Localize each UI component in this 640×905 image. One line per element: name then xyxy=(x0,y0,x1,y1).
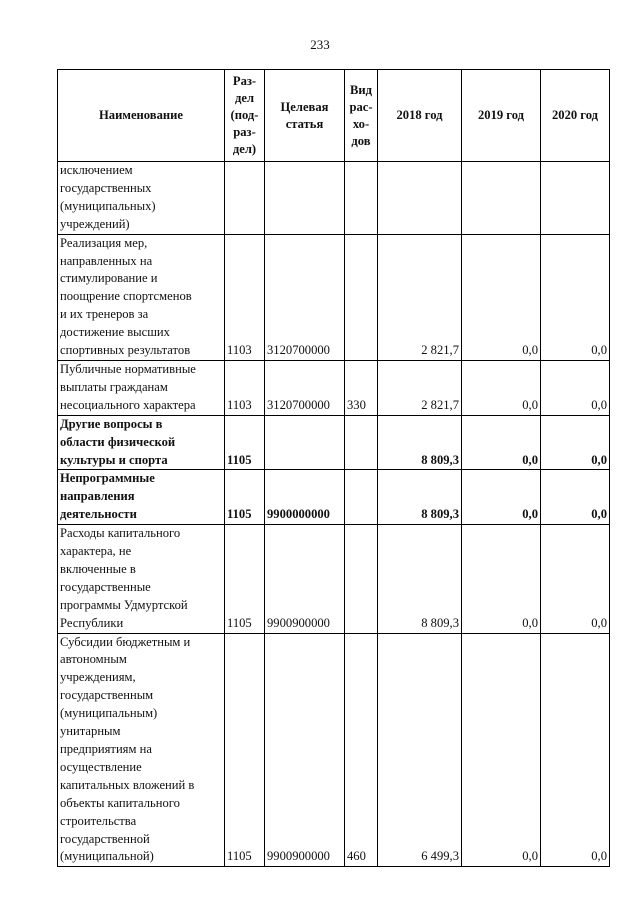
cell-2019: 0,0 xyxy=(462,360,541,415)
cell-section: 1105 xyxy=(225,633,265,867)
cell-type: 460 xyxy=(345,633,378,867)
cell-2019: 0,0 xyxy=(462,415,541,470)
cell-name: исключением государственных (муниципальных) учреждений) xyxy=(58,162,225,235)
cell-2019: 0,0 xyxy=(462,234,541,360)
cell-name: Другие вопросы в области физической культуры и спорта xyxy=(58,415,225,470)
header-2018: 2018 год xyxy=(378,70,462,162)
cell-target: 9900900000 xyxy=(265,633,345,867)
cell-name: Реализация мер, направленных на стимулирование и поощрение спортсменов и их тренеров за достижение высших спортивных результатов xyxy=(58,234,225,360)
table-row xyxy=(58,633,610,867)
header-name: Наименование xyxy=(58,70,225,162)
table-row xyxy=(58,525,610,633)
cell-type xyxy=(345,162,378,235)
budget-table xyxy=(57,69,610,867)
cell-name: Публичные нормативные выплаты гражданам несоциального характера xyxy=(58,360,225,415)
cell-2019: 0,0 xyxy=(462,470,541,525)
cell-2018: 2 821,7 xyxy=(378,234,462,360)
cell-section: 1103 xyxy=(225,360,265,415)
cell-section: 1105 xyxy=(225,470,265,525)
cell-type xyxy=(345,234,378,360)
cell-2020: 0,0 xyxy=(541,234,610,360)
header-row xyxy=(58,70,610,162)
cell-2020: 0,0 xyxy=(541,415,610,470)
cell-target: 3120700000 xyxy=(265,234,345,360)
table-row xyxy=(58,415,610,470)
cell-2018: 8 809,3 xyxy=(378,470,462,525)
cell-type xyxy=(345,415,378,470)
cell-2019: 0,0 xyxy=(462,525,541,633)
cell-2019: 0,0 xyxy=(462,633,541,867)
cell-target: 9900900000 xyxy=(265,525,345,633)
cell-target xyxy=(265,415,345,470)
cell-type xyxy=(345,525,378,633)
page-number: 233 xyxy=(310,37,330,52)
cell-type xyxy=(345,470,378,525)
cell-2020: 0,0 xyxy=(541,360,610,415)
table-row xyxy=(58,234,610,360)
cell-name: Субсидии бюджетным и автономным учреждениям, государственным (муниципальным) унитарным предприятиям на осуществление капитальных вложений в объекты капитального строительства государственной (муниципальной) xyxy=(58,633,225,867)
cell-2020: 0,0 xyxy=(541,633,610,867)
cell-2018 xyxy=(378,162,462,235)
cell-section: 1105 xyxy=(225,525,265,633)
table-row xyxy=(58,162,610,235)
cell-2020 xyxy=(541,162,610,235)
cell-section xyxy=(225,162,265,235)
table-row xyxy=(58,360,610,415)
cell-2018: 8 809,3 xyxy=(378,415,462,470)
header-type: Вид рас- хо- дов xyxy=(345,70,378,162)
cell-2020: 0,0 xyxy=(541,525,610,633)
cell-2020: 0,0 xyxy=(541,470,610,525)
cell-target xyxy=(265,162,345,235)
header-2019: 2019 год xyxy=(462,70,541,162)
cell-2018: 2 821,7 xyxy=(378,360,462,415)
cell-target: 9900000000 xyxy=(265,470,345,525)
header-target: Целевая статья xyxy=(265,70,345,162)
cell-target: 3120700000 xyxy=(265,360,345,415)
header-2020: 2020 год xyxy=(541,70,610,162)
cell-name: Непрограммные направления деятельности xyxy=(58,470,225,525)
cell-2019 xyxy=(462,162,541,235)
table-row xyxy=(58,470,610,525)
cell-section: 1105 xyxy=(225,415,265,470)
header-section: Раз- дел (под- раз- дел) xyxy=(225,70,265,162)
cell-section: 1103 xyxy=(225,234,265,360)
cell-2018: 8 809,3 xyxy=(378,525,462,633)
cell-type: 330 xyxy=(345,360,378,415)
cell-name: Расходы капитального характера, не включенные в государственные программы Удмуртской Республики xyxy=(58,525,225,633)
cell-2018: 6 499,3 xyxy=(378,633,462,867)
